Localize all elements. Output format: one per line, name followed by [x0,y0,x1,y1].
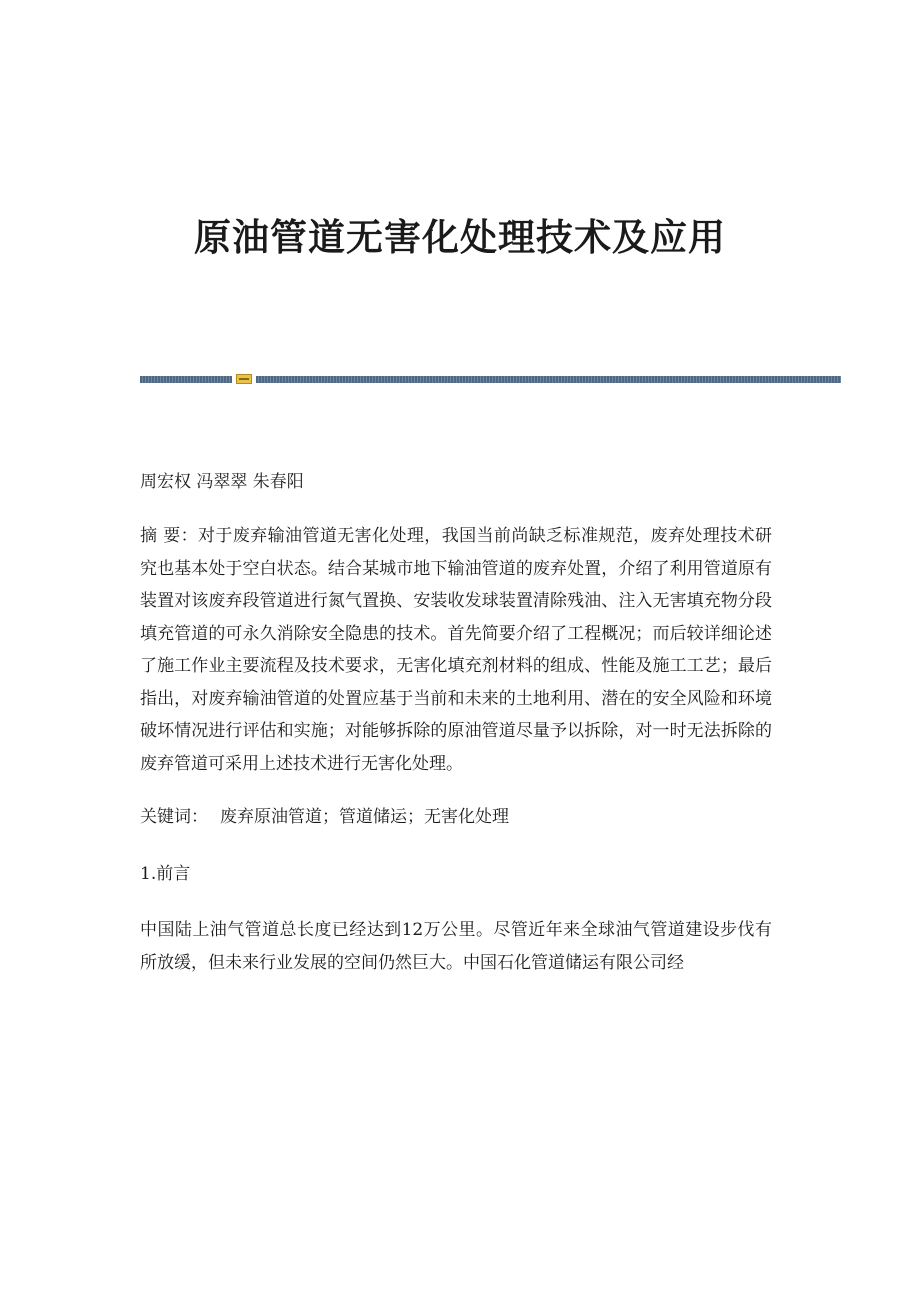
divider-bar-left [140,376,232,383]
keywords-text: 废弃原油管道；管道储运；无害化处理 [220,807,509,827]
abstract-text: 对于废弃输油管道无害化处理，我国当前尚缺乏标准规范，废弃处理技术研究也基本处于空白状态。结合某城市地下输油管道的废弃处置，介绍了利用管道原有装置对该废弃段管道进行氮气置换、安装收发球装置清除残油、注入无害填充物分段填充管道的可永久消除安全隐患的技术。首先简要介绍了工程概况；而后较详细论述了施工作业主要流程及技术要求，无害化填充剂材料的组成、性能及施工工艺；最后指出，对废弃输油管道的处置应基于当前和未来的土地利用、潜在的安全风险和环境破坏情况进行评估和实施；对能够拆除的原油管道尽量予以拆除，对一时无法拆除的废弃管道可采用上述技术进行无害化处理。 [140,526,773,774]
keywords-line [140,801,772,833]
abstract-label: 摘 要： [140,526,199,546]
document-title: 原油管道无害化处理技术及应用 [194,215,726,259]
title-divider [140,374,841,384]
divider-ornament-icon [236,374,252,384]
document-body [140,466,772,979]
divider-bar-right [256,376,841,383]
keywords-label: 关键词： [140,807,208,827]
abstract-paragraph [140,520,772,780]
introduction-paragraph: 中国陆上油气管道总长度已经达到12万公里。尽管近年来全球油气管道建设步伐有所放缓，但未来行业发展的空间仍然巨大。中国石化管道储运有限公司经 [140,920,772,973]
section-heading-introduction: 1.前言 [140,864,191,884]
authors-line: 周宏权 冯翠翠 朱春阳 [140,472,304,492]
